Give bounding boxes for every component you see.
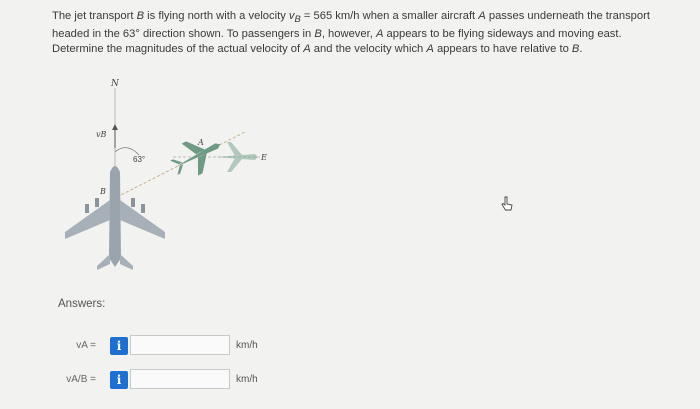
small-aircraft-icon — [166, 128, 229, 184]
velocity-diagram-svg — [55, 72, 295, 282]
pointer-cursor-icon — [500, 196, 514, 217]
info-icon[interactable]: i — [110, 337, 128, 355]
vab-label: vA/B = — [66, 374, 96, 385]
angle-arc — [115, 148, 139, 155]
north-label: N — [111, 79, 119, 89]
vab-input[interactable] — [130, 369, 230, 389]
answers-heading: Answers: — [58, 298, 106, 310]
answer-row-vab — [60, 368, 360, 394]
va-input[interactable] — [130, 335, 230, 355]
info-icon[interactable]: i — [110, 371, 128, 389]
va-label: vA = — [76, 340, 96, 351]
problem-statement: The jet transport B is flying north with a velocity $v_B = 565$ km/h when a smaller aircraft A passes underneath the transport headed in the 63° direction shown. To passengers in B, however, A appears to be flying sideways and moving east. Determine the magnitudes of the actual velocity of A and the velocity which A appears to have relative to B. — [52, 10, 650, 56]
vab-unit: km/h — [236, 374, 258, 385]
angle-label: 63° — [133, 155, 146, 164]
east-label: E — [261, 153, 267, 162]
a-label: A — [198, 138, 204, 147]
answer-row-va — [60, 334, 360, 360]
velocity-diagram — [55, 72, 295, 282]
va-unit: km/h — [236, 340, 258, 351]
transport-aircraft-icon — [65, 166, 165, 270]
b-label: B — [100, 187, 106, 196]
apparent-aircraft-icon — [215, 142, 258, 172]
vb-arrowhead — [112, 124, 118, 130]
vb-label: vB — [96, 130, 107, 139]
